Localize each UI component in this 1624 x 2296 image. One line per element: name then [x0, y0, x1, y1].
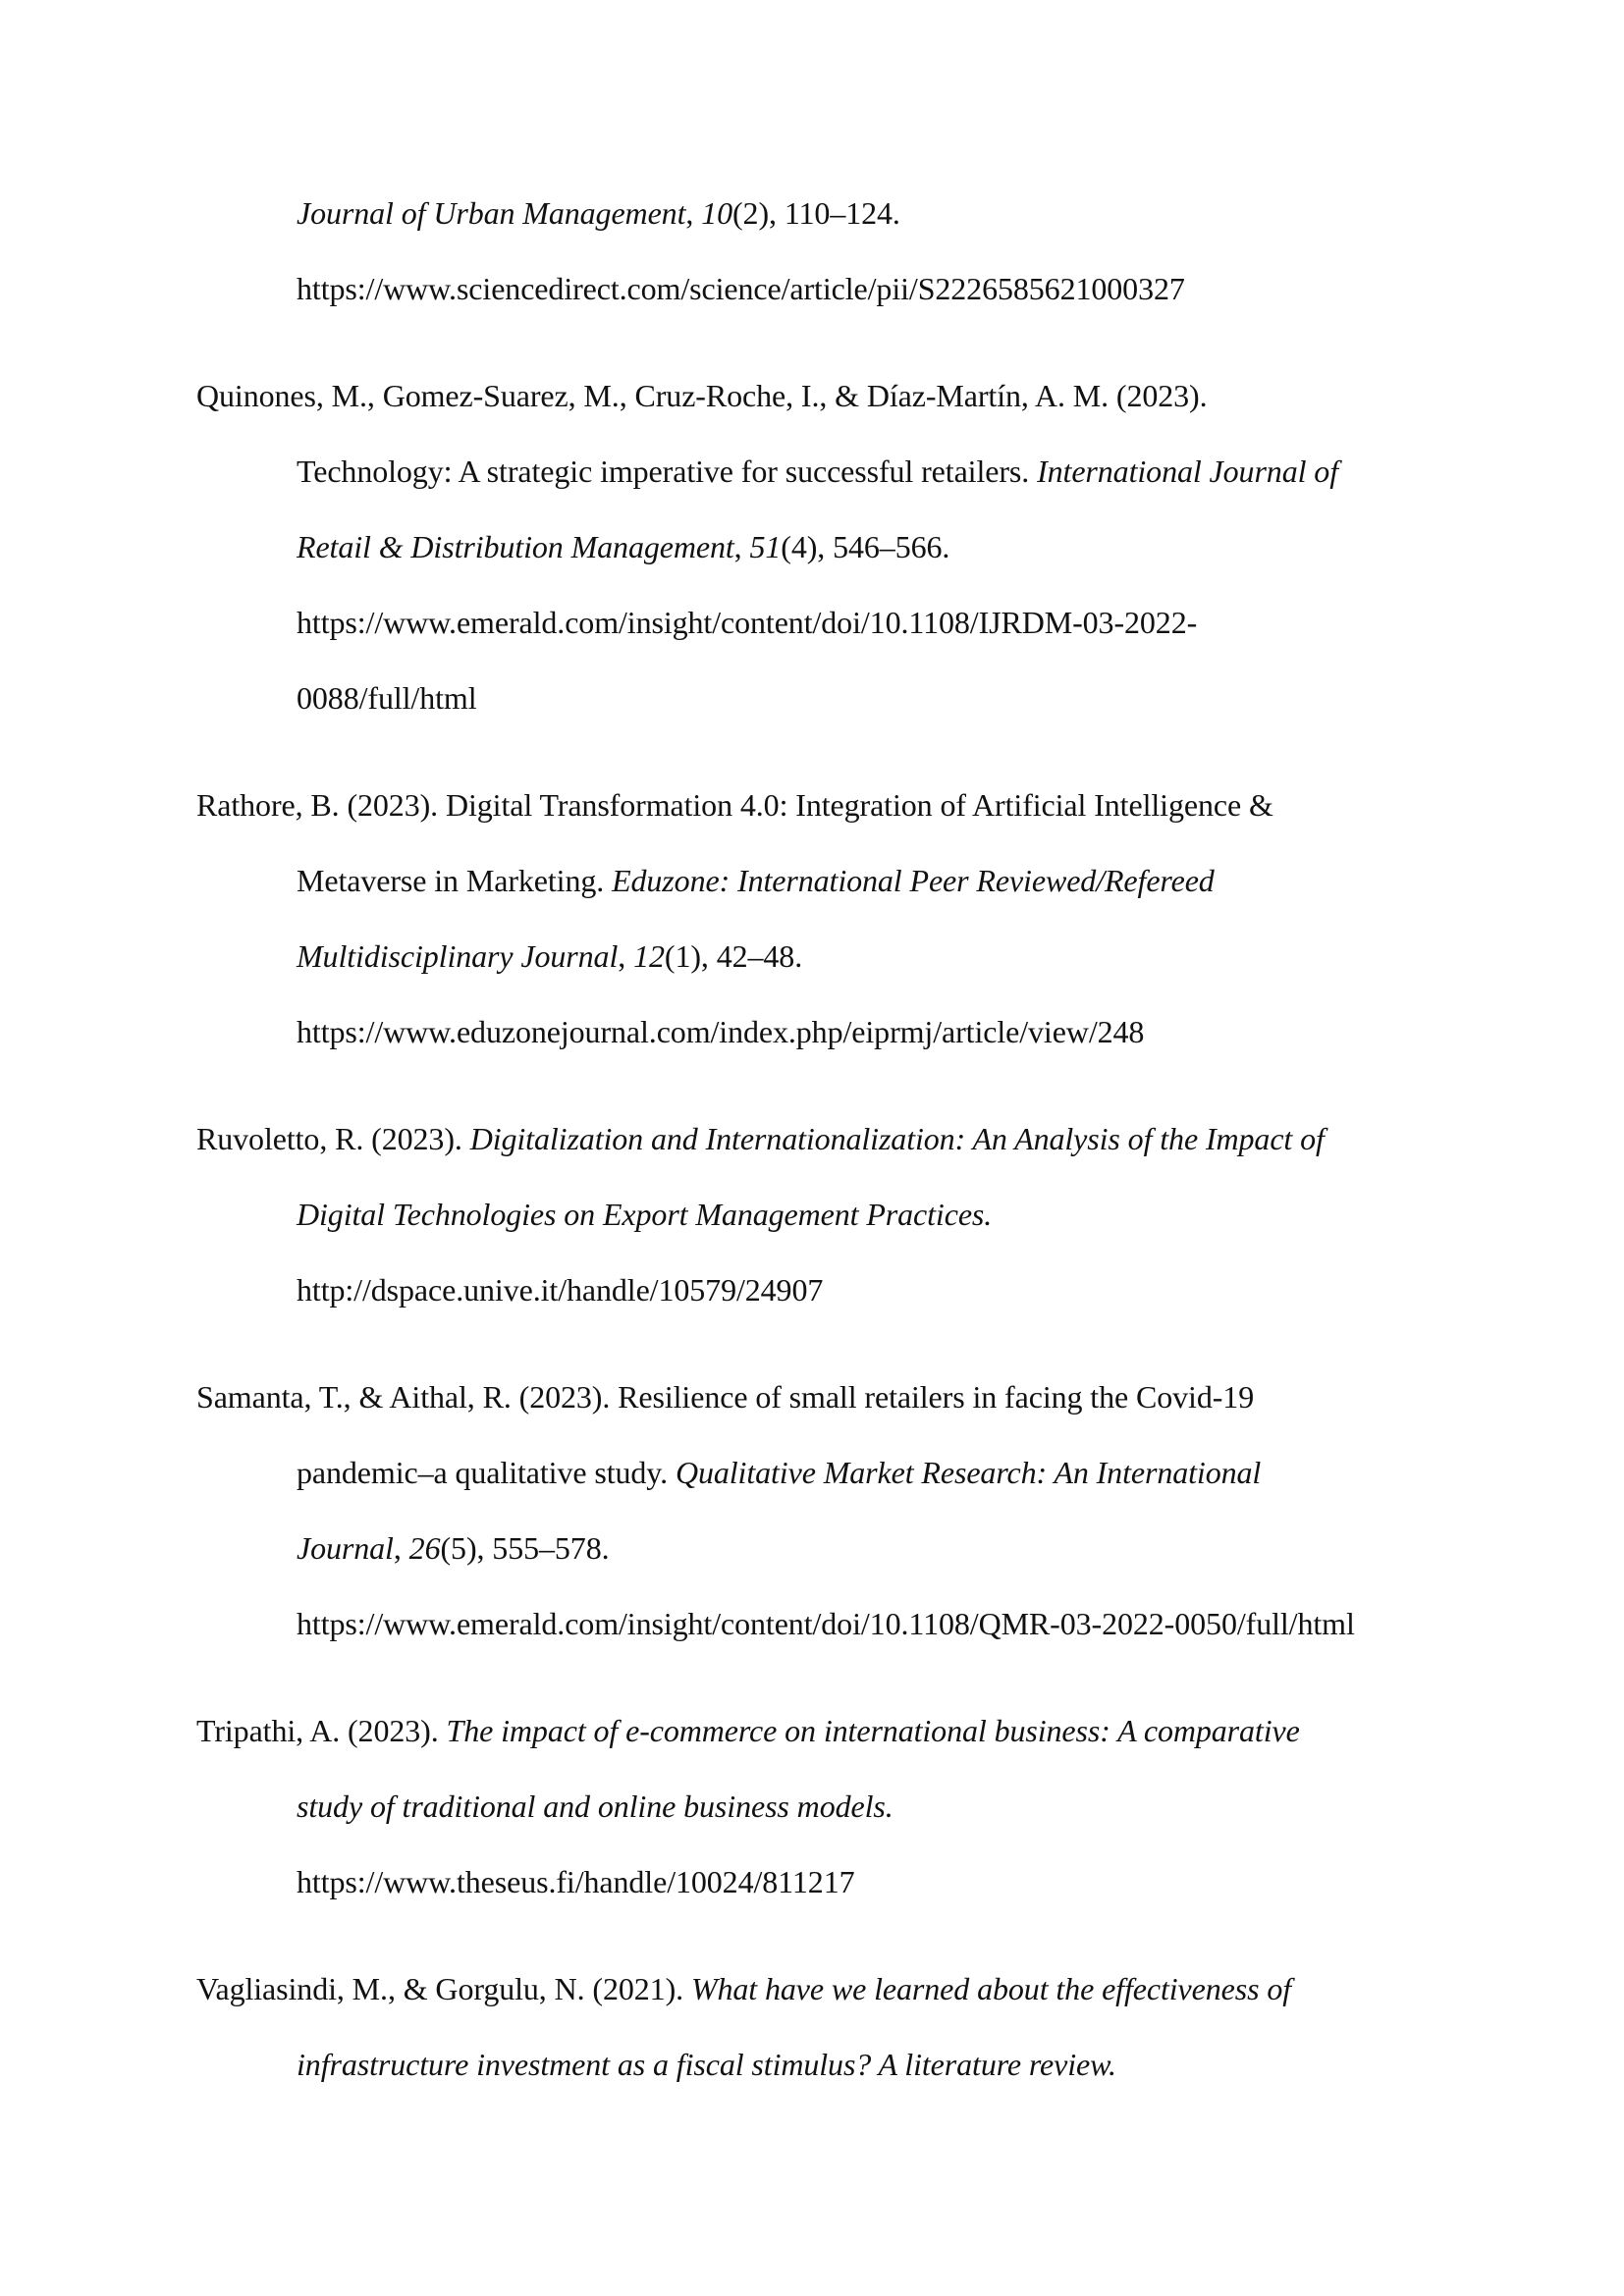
italic-text: The impact of e-commerce on international business: A comparative — [446, 1713, 1300, 1748]
text-run: 0088/full/html — [297, 680, 477, 716]
reference-line — [297, 269, 1185, 308]
reference-line — [297, 527, 949, 566]
text-run: (5), 555–578. — [440, 1530, 610, 1566]
text-run: Metaverse in Marketing. — [297, 863, 613, 898]
text-run: , — [685, 195, 702, 231]
reference-line — [297, 1862, 855, 1901]
text-run: Samanta, T., & Aithal, R. (2023). Resilience of small retailers in facing the Covid-19 — [196, 1379, 1255, 1415]
text-run: pandemic–a qualitative study. — [297, 1455, 676, 1490]
italic-text: 26 — [408, 1530, 441, 1566]
text-run: Rathore, B. (2023). Digital Transformation 4.0: Integration of Artificial Intelligence & — [196, 787, 1273, 823]
italic-text: Eduzone: International Peer Reviewed/Refereed — [612, 863, 1215, 898]
text-run: Vagliasindi, M., & Gorgulu, N. (2021). — [196, 1971, 691, 2006]
reference-line — [196, 1711, 1300, 1750]
italic-text: study of traditional and online business models. — [297, 1789, 893, 1824]
text-run: (2), 110–124. — [732, 195, 900, 231]
italic-text: Journal — [297, 1530, 394, 1566]
text-run: , — [733, 529, 750, 564]
text-run: , — [393, 1530, 409, 1566]
reference-line — [297, 678, 477, 718]
reference-line — [297, 2045, 1116, 2084]
reference-line — [297, 1528, 610, 1568]
italic-text: Retail & Distribution Management — [297, 529, 734, 564]
italic-text: infrastructure investment as a fiscal stimulus? A literature review. — [297, 2047, 1116, 2082]
reference-line — [297, 936, 802, 976]
italic-text: Digital Technologies on Export Management Practices. — [297, 1197, 993, 1232]
reference-line — [196, 785, 1273, 825]
text-run: https://www.eduzonejournal.com/index.php/eiprmj/article/view/248 — [297, 1014, 1145, 1049]
italic-text: Digitalization and Internationalization: An Analysis of the Impact of — [469, 1121, 1325, 1156]
text-run: (1), 42–48. — [664, 938, 803, 974]
text-run: https://www.emerald.com/insight/content/doi/10.1108/QMR-03-2022-0050/full/html — [297, 1606, 1355, 1641]
text-run: https://www.emerald.com/insight/content/doi/10.1108/IJRDM-03-2022- — [297, 605, 1198, 640]
italic-text: Multidisciplinary Journal — [297, 938, 619, 974]
text-run: Quinones, M., Gomez-Suarez, M., Cruz-Roche, I., & Díaz-Martín, A. M. (2023). — [196, 378, 1208, 413]
reference-line — [196, 1377, 1254, 1416]
italic-text: 12 — [633, 938, 665, 974]
text-run: Technology: A strategic imperative for successful retailers. — [297, 454, 1038, 489]
text-run: Tripathi, A. (2023). — [196, 1713, 447, 1748]
reference-line — [297, 193, 900, 233]
reference-line — [297, 1604, 1355, 1643]
reference-line — [297, 1195, 992, 1234]
italic-text: Journal of Urban Management — [297, 195, 686, 231]
italic-text: International Journal of — [1037, 454, 1338, 489]
reference-line — [297, 603, 1197, 642]
text-run: https://www.theseus.fi/handle/10024/811217 — [297, 1864, 855, 1899]
reference-line — [196, 1969, 1291, 2008]
reference-line — [297, 1453, 1261, 1492]
reference-line — [196, 376, 1208, 415]
italic-text: 51 — [749, 529, 782, 564]
text-run: https://www.sciencedirect.com/science/article/pii/S2226585621000327 — [297, 271, 1185, 306]
text-run: Ruvoletto, R. (2023). — [196, 1121, 470, 1156]
text-run: (4), 546–566. — [781, 529, 950, 564]
reference-line — [297, 452, 1338, 491]
text-run: http://dspace.unive.it/handle/10579/24907 — [297, 1272, 824, 1308]
reference-line — [297, 861, 1215, 900]
italic-text: Qualitative Market Research: An International — [675, 1455, 1262, 1490]
italic-text: What have we learned about the effectiveness of — [690, 1971, 1292, 2006]
text-run: , — [618, 938, 634, 974]
reference-line — [297, 1012, 1144, 1051]
reference-line — [196, 1119, 1325, 1158]
italic-text: 10 — [701, 195, 732, 231]
reference-line — [297, 1787, 893, 1826]
reference-line — [297, 1270, 823, 1309]
